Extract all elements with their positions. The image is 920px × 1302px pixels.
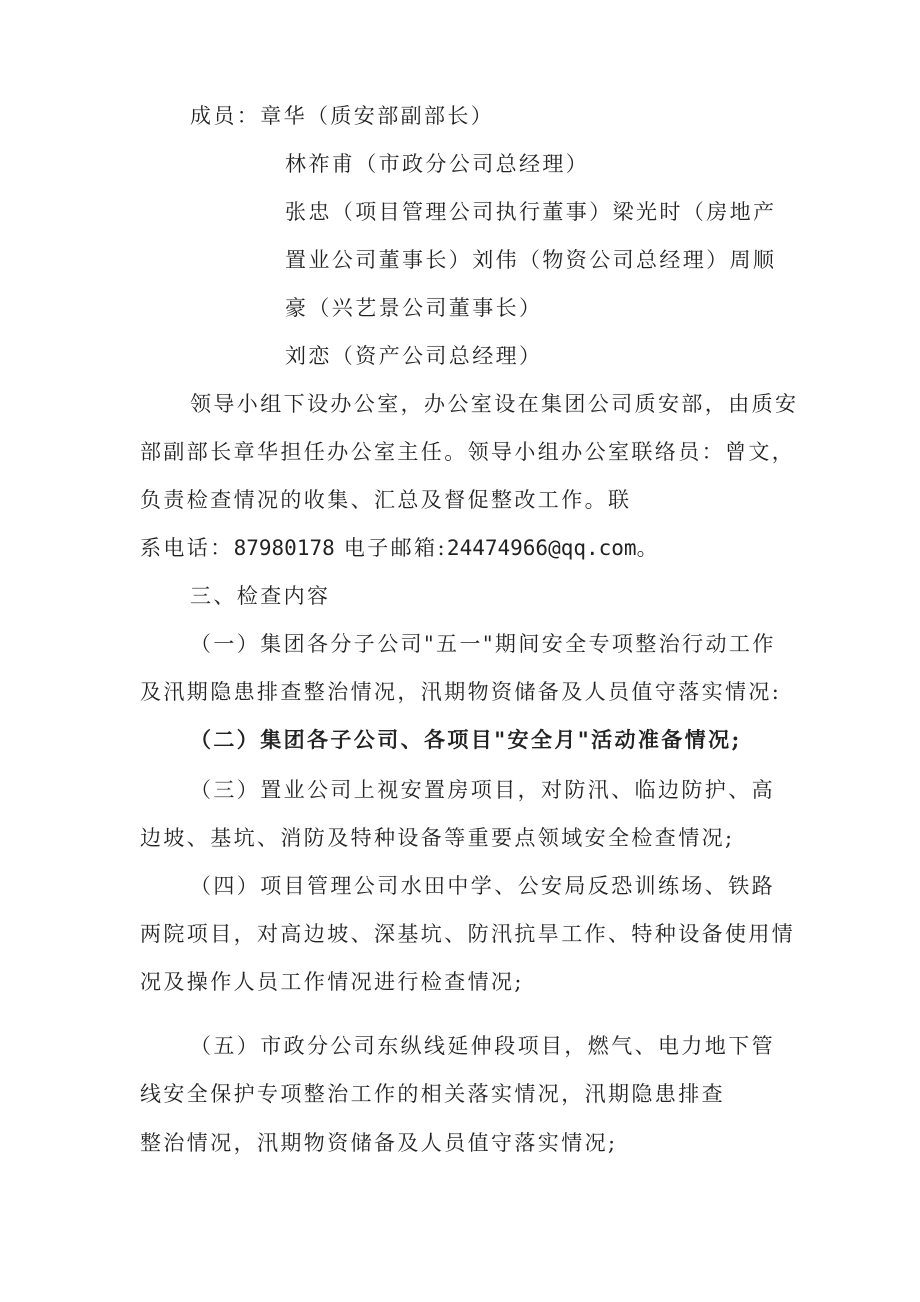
contact-line [140, 533, 660, 563]
member-line: 刘恋（资产公司总经理） [285, 344, 543, 368]
item-line: 况及操作人员工作情况进行检查情况; [140, 970, 524, 994]
item-line: 两院项目，对高边坡、深基坑、防汛抗旱工作、特种设备使用情 [140, 922, 796, 946]
office-paragraph-line: 负责检查情况的收集、汇总及督促整改工作。联 [140, 488, 632, 512]
member-line: 林祚甫（市政分公司总经理） [285, 152, 590, 176]
member-line: 豪（兴艺景公司董事长） [285, 296, 543, 320]
member-line: 置业公司董事长）刘伟（物资公司总经理）周顺 [285, 248, 777, 272]
sentence-end: 。 [636, 536, 660, 560]
item-line: （四）项目管理公司水田中学、公安局反恐训练场、铁路 [190, 874, 775, 898]
item-line: 及汛期隐患排查整治情况，汛期物资储备及人员值守落实情况: [140, 680, 782, 704]
members-lead: 成员：章华（质安部副部长） [190, 104, 495, 128]
item-line: 线安全保护专项整治工作的相关落实情况，汛期隐患排查 [140, 1082, 725, 1106]
member-line: 张忠（项目管理公司执行董事）梁光时（房地产 [285, 200, 777, 224]
item-line: （三）置业公司上视安置房项目，对防汛、临边防护、高 [190, 778, 775, 802]
section-title: 三、检查内容 [190, 584, 331, 608]
item-line: （五）市政分公司东纵线延伸段项目，燃气、电力地下管 [190, 1034, 775, 1058]
email-address: 24474966@qq.com [446, 536, 637, 560]
contact-label: 系电话： [140, 536, 234, 560]
item-line: （一）集团各分子公司"五一"期间安全专项整治行动工作 [190, 632, 776, 656]
email-label: 电子邮箱: [334, 536, 447, 560]
item-line: （二）集团各子公司、各项目"安全月"活动准备情况; [190, 727, 742, 752]
item-line: 边坡、基坑、消防及特种设备等重要点领域安全检查情况; [140, 826, 735, 850]
phone-number: 87980178 [233, 536, 335, 560]
item-line: 整治情况，汛期物资储备及人员值守落实情况; [140, 1131, 618, 1155]
office-paragraph-line: 领导小组下设办公室，办公室设在集团公司质安部，由质安 [190, 392, 799, 416]
office-paragraph-line: 部副部长章华担任办公室主任。领导小组办公室联络员：曾文， [140, 440, 796, 464]
